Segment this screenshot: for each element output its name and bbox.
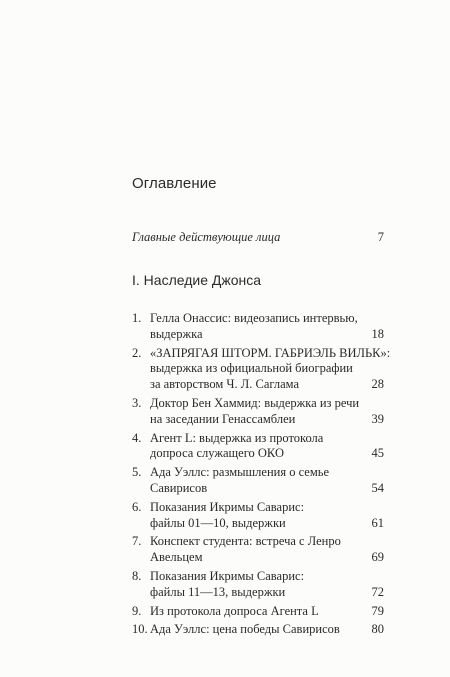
- main-characters-page: 7: [377, 230, 384, 244]
- toc-item-line: выдержка из официальной биографии: [150, 361, 353, 376]
- toc-item-line: выдержка: [150, 326, 203, 341]
- toc-item: [132, 569, 384, 601]
- toc-item-line: Из протокола допроса Агента L: [150, 603, 319, 618]
- toc-item-line: Авельцем: [150, 550, 203, 565]
- main-characters-label: Главные действующие лица: [132, 230, 281, 244]
- toc-item-line: Ада Уэллс: размышления о семье: [150, 465, 329, 480]
- toc-item-number: 10.: [132, 622, 148, 637]
- toc-item: [132, 465, 384, 497]
- part-title: I. Наследие Джонса: [132, 272, 262, 288]
- toc-item-page: 54: [371, 480, 384, 495]
- toc-item-page: 18: [371, 326, 384, 341]
- toc-item-number: 5.: [132, 465, 142, 480]
- toc-item: [132, 604, 384, 620]
- toc-item-page: 69: [371, 550, 384, 565]
- toc-item-line: Доктор Бен Хаммид: выдержка из речи: [150, 395, 360, 410]
- toc-item-line: файлы 01—10, выдержки: [150, 515, 286, 530]
- toc-item-line: Савирисов: [150, 480, 208, 495]
- toc-item-page: 72: [371, 584, 384, 599]
- toc-item-number: 8.: [132, 568, 142, 583]
- toc-item: [132, 500, 384, 532]
- toc-item: [132, 311, 384, 343]
- toc-item-line: допроса служащего ОКО: [150, 446, 284, 461]
- toc-item: [132, 534, 384, 566]
- page-title: Оглавление: [132, 175, 217, 192]
- toc-item-number: 4.: [132, 430, 142, 445]
- toc-item: [132, 396, 384, 428]
- toc-item: [132, 622, 384, 638]
- toc-list: [132, 311, 391, 641]
- toc-item-page: 45: [371, 446, 384, 461]
- toc-item-line: Гелла Онассис: видеозапись интервью,: [150, 311, 358, 325]
- toc-item-line: Показания Икримы Саварис:: [150, 499, 305, 514]
- toc-item-page: 39: [371, 411, 384, 426]
- toc-item-line: Ада Уэллс: цена победы Савирисов: [150, 622, 340, 637]
- toc-item-line: за авторством Ч. Л. Саглама: [150, 377, 300, 392]
- toc-item-line: Конспект студента: встреча с Ленро: [150, 534, 341, 549]
- toc-item-number: 6.: [132, 499, 142, 514]
- toc-item-line: Показания Икримы Саварис:: [150, 568, 305, 583]
- toc-item-number: 1.: [132, 311, 142, 325]
- toc-item-number: 7.: [132, 534, 142, 549]
- toc-item-line: файлы 11—13, выдержки: [150, 584, 286, 599]
- toc-item: [132, 431, 384, 463]
- toc-item-page: 79: [371, 603, 384, 618]
- toc-item-page: 80: [371, 622, 384, 637]
- toc-item-line: Агент L: выдержка из протокола: [150, 430, 324, 445]
- toc-item-page: 28: [371, 377, 384, 392]
- toc-item: [132, 345, 391, 393]
- toc-item-number: 9.: [132, 603, 142, 618]
- toc-item-number: 2.: [132, 345, 142, 360]
- toc-item-line: «ЗАПРЯГАЯ ШТОРМ. ГАБРИЭЛЬ ВИЛЬК»:: [150, 345, 391, 360]
- toc-main-characters-entry: [132, 230, 384, 245]
- toc-item-page: 61: [371, 515, 384, 530]
- toc-item-line: на заседании Генассамблеи: [150, 411, 296, 426]
- toc-item-number: 3.: [132, 395, 142, 410]
